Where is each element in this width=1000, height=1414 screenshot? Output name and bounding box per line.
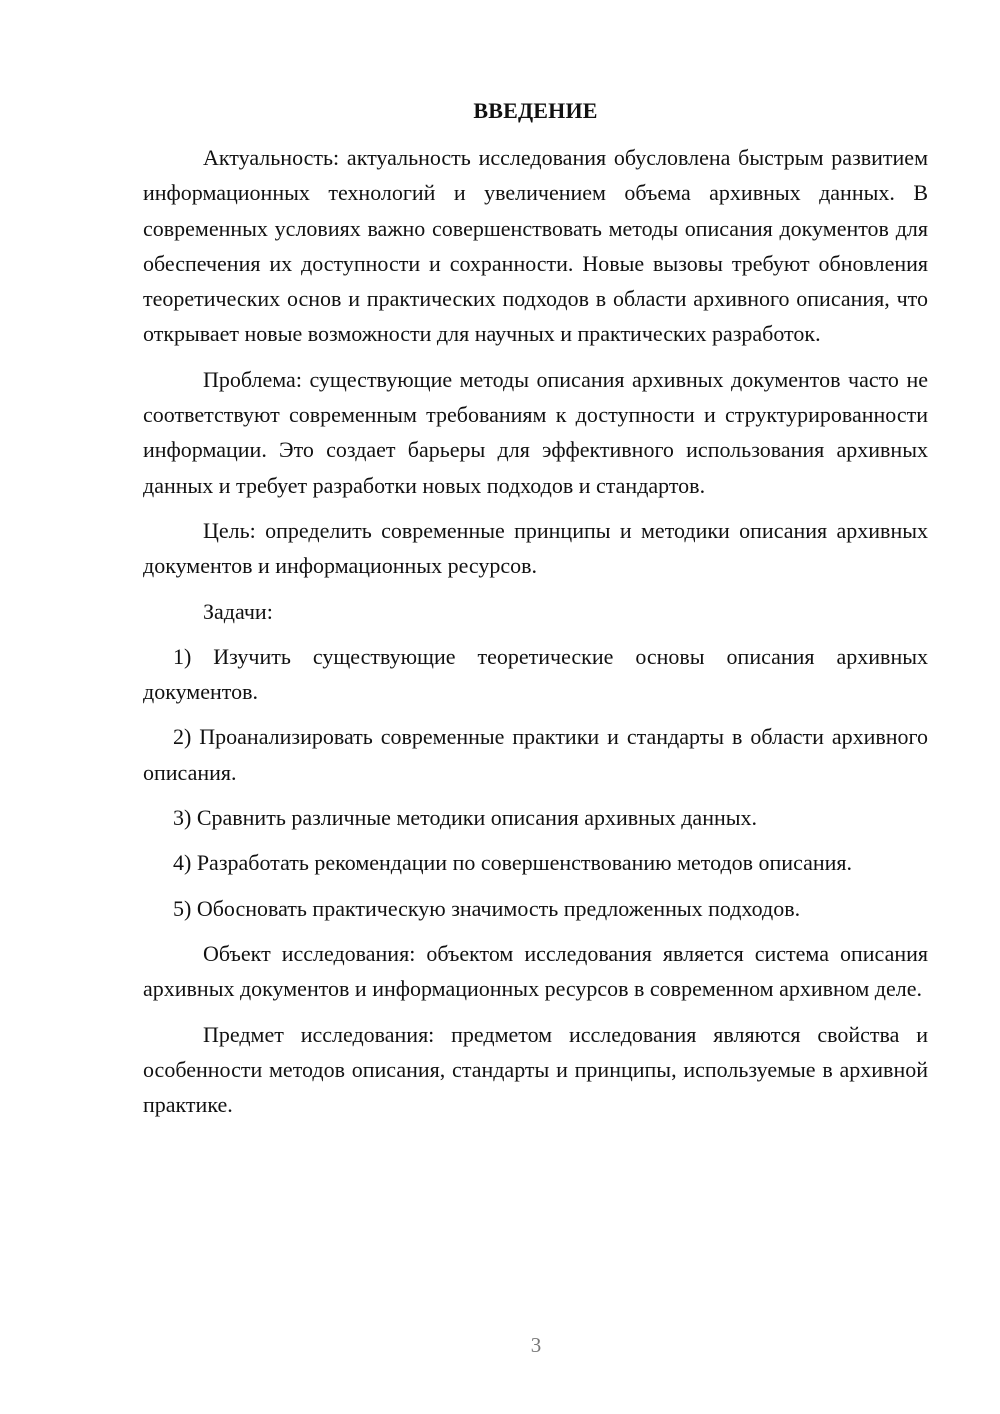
- page-title: ВВЕДЕНИЕ: [473, 98, 598, 123]
- task-item: 5) Обосновать практическую значимость предложенных подходов.: [173, 895, 801, 921]
- page-number: 3: [530, 1333, 542, 1357]
- task-item: 4) Разработать рекомендации по совершенствованию методов описания.: [173, 850, 853, 876]
- paragraph-subject: Предмет исследования: предметом исследования являются свойства и особенности методов описания, стандарты и принципы, используемые в архивной практике.: [143, 1021, 928, 1118]
- task-item: 3) Сравнить различные методики описания архивных данных.: [173, 805, 758, 831]
- paragraph-goal: Цель: определить современные принципы и методики описания архивных документов и информационных ресурсов.: [143, 517, 928, 579]
- paragraph-object: Объект исследования: объектом исследования является система описания архивных документов и информационных ресурсов в современном архивном деле.: [143, 940, 928, 1002]
- task-item: 1) Изучить существующие теоретические основы описания архивных документов.: [143, 643, 928, 705]
- page-content: [143, 96, 928, 1132]
- tasks-heading: Задачи:: [203, 598, 273, 624]
- paragraph-problem: Проблема: существующие методы описания архивных документов часто не соответствуют современным требованиям к доступности и структурированности информации. Это создает барьеры для эффективного использования архивных данных и требует разработки новых подходов и стандартов.: [143, 366, 928, 498]
- task-item: 2) Проанализировать современные практики и стандарты в области архивного описания.: [143, 724, 928, 785]
- paragraph-relevance: Актуальность: актуальность исследования обусловлена быстрым развитием информационных технологий и увеличением объема архивных данных. В современных условиях важно совершенствовать методы описания документов для обеспечения их доступности и сохранности. Новые вызовы требуют обновления теоретических основ и практических подходов в области архивного описания, что открывает новые возможности для научных и практических разработок.: [143, 145, 928, 347]
